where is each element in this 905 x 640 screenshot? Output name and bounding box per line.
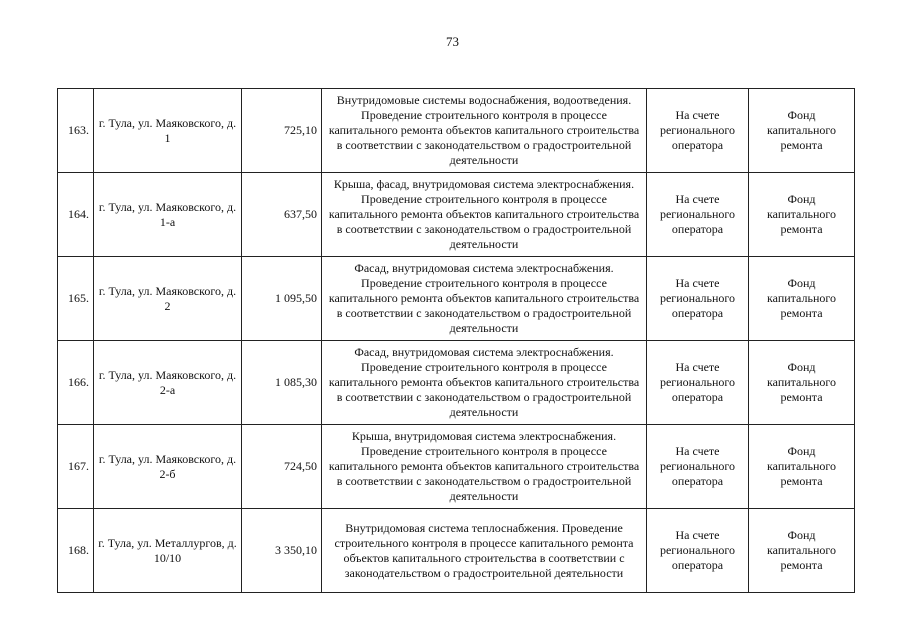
address-cell: г. Тула, ул. Маяковского, д. 1-а	[94, 173, 242, 257]
row-number: 163.	[58, 89, 94, 173]
table-row	[58, 425, 855, 509]
table-row	[58, 341, 855, 425]
table-row	[58, 89, 855, 173]
table-row	[58, 173, 855, 257]
page-number: 73	[446, 34, 459, 49]
cost-cell: 637,50	[242, 173, 322, 257]
row-number: 164.	[58, 173, 94, 257]
table-row	[58, 509, 855, 593]
cost-cell: 724,50	[242, 425, 322, 509]
row-number: 168.	[58, 509, 94, 593]
cost-cell: 1 095,50	[242, 257, 322, 341]
works-description-cell: Фасад, внутридомовая система электроснабжения. Проведение строительного контроля в процессе капитального ремонта объектов капитального строительства в соответствии с законодательством о градостроительной деятельности	[322, 257, 647, 341]
row-number: 165.	[58, 257, 94, 341]
account-method-cell: На счете регионального оператора	[647, 509, 749, 593]
account-method-cell: На счете регионального оператора	[647, 341, 749, 425]
works-description-cell: Крыша, внутридомовая система электроснабжения. Проведение строительного контроля в процессе капитального ремонта объектов капитального строительства в соответствии с законодательством о градостроительной деятельности	[322, 425, 647, 509]
cost-cell: 1 085,30	[242, 341, 322, 425]
table-row	[58, 257, 855, 341]
funding-source-cell: Фонд капитального ремонта	[749, 173, 855, 257]
account-method-cell: На счете регионального оператора	[647, 257, 749, 341]
funding-source-cell: Фонд капитального ремонта	[749, 509, 855, 593]
works-description-cell: Внутридомовые системы водоснабжения, водоотведения. Проведение строительного контроля в процессе капитального ремонта объектов капитального строительства в соответствии с законодательством о градостроительной деятельности	[322, 89, 647, 173]
address-cell: г. Тула, ул. Маяковского, д. 1	[94, 89, 242, 173]
cost-cell: 725,10	[242, 89, 322, 173]
repair-registry-table	[57, 88, 855, 593]
funding-source-cell: Фонд капитального ремонта	[749, 89, 855, 173]
row-number: 167.	[58, 425, 94, 509]
funding-source-cell: Фонд капитального ремонта	[749, 425, 855, 509]
funding-source-cell: Фонд капитального ремонта	[749, 257, 855, 341]
works-description-cell: Крыша, фасад, внутридомовая система электроснабжения. Проведение строительного контроля в процессе капитального ремонта объектов капитального строительства в соответствии с законодательством о градостроительной деятельности	[322, 173, 647, 257]
row-number: 166.	[58, 341, 94, 425]
account-method-cell: На счете регионального оператора	[647, 89, 749, 173]
address-cell: г. Тула, ул. Маяковского, д. 2-б	[94, 425, 242, 509]
address-cell: г. Тула, ул. Маяковского, д. 2	[94, 257, 242, 341]
cost-cell: 3 350,10	[242, 509, 322, 593]
works-description-cell: Внутридомовая система теплоснабжения. Проведение строительного контроля в процессе капитального ремонта объектов капитального строительства в соответствии с законодательством о градостроительной деятельности	[322, 509, 647, 593]
works-description-cell: Фасад, внутридомовая система электроснабжения. Проведение строительного контроля в процессе капитального ремонта объектов капитального строительства в соответствии с законодательством о градостроительной деятельности	[322, 341, 647, 425]
address-cell: г. Тула, ул. Маяковского, д. 2-а	[94, 341, 242, 425]
funding-source-cell: Фонд капитального ремонта	[749, 341, 855, 425]
address-cell: г. Тула, ул. Металлургов, д. 10/10	[94, 509, 242, 593]
account-method-cell: На счете регионального оператора	[647, 173, 749, 257]
account-method-cell: На счете регионального оператора	[647, 425, 749, 509]
